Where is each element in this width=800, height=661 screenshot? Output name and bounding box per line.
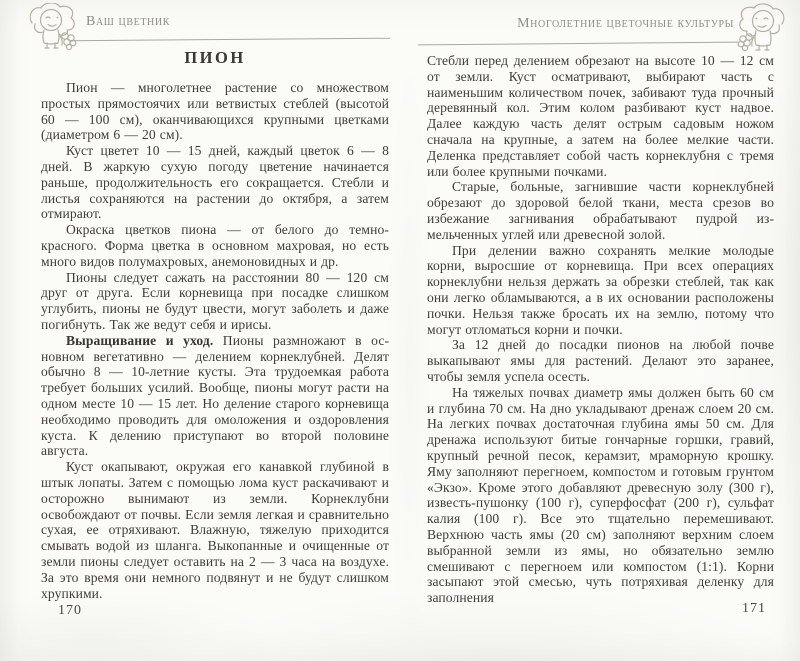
paragraph: За 12 дней до посадки пионов на любой почве выкапывают ямы для растений. Делают это заранее, чтобы земля успела осесть. [427, 337, 774, 384]
paragraph: На тяжелых почвах диаметр ямы должен быть 60 см и глубина 70 см. На дно укладывают дренаж слоем 20 см. На легких почвах достаточная глубина ямы 50 см. Для дренажа используют битые гончарные горшки, гравий, крупный речной песок, керамзит, мраморную крошку. Яму заполняют перегноем, компостом и готовым грунтом «Экзо». Кроме этого добавляют древесную золу (300 г), известь-пушонку (100 г), суперфосфат (200 г), сульфат калия (100 г). Все это тщательно перемешивают. Верхнюю часть ямы (20 см) заполняют верхним слоем выбранной земли из ямы, но обязательно землю смешивают с перегноем или компостом (1:1). Корни засыпают этой смесью, чуть потряхивая деленку для заполнения [427, 384, 774, 606]
paragraph-bold-lead: Выращивание и уход. [66, 332, 214, 348]
left-page-text-column [41, 49, 389, 601]
right-page-text-column [427, 53, 774, 606]
page-number-right: 171 [742, 601, 766, 616]
page-number-left: 170 [58, 603, 82, 618]
header-rule-right [418, 42, 738, 46]
paragraph: Стебли перед делением обрезают на высоте 10 — 12 см от земли. Куст осматривают, выбирают часть с наименьшим количеством почек, забивают туда прочный деревянный кол. Этим колом разбивают куст надвое. Далее каждую часть делят острым садовым ножом сначала на крупные, а затем на более мелкие части. Деленка представляет собой часть корнеклубня с тремя или более крупными почками. [427, 53, 774, 179]
running-head-right: Многолетние цветочные культуры [517, 16, 734, 31]
article-title: ПИОН [184, 48, 246, 67]
paragraph-text: Пионы размножают в основном вегетативно — делением корнеклубней. Делят обычно 8 — 10-летние кусты. Эта трудоемкая работа требует больших усилий. Вообще, пионы могут расти на одном месте 10 — 15 лет. Но деление старого корневища необходимо проводить для омоложения и оздоровления куста. К делению приступают во второй половине августа. [41, 332, 389, 459]
paragraph: Куст цветет 10 — 15 дней, каждый цветок 6 — 8 дней. В жаркую сухую погоду цветение начинается раньше, продолжительность его сокращается. Стебли и листья сохраняются на растении до октября, а затем отмирают. [41, 143, 389, 222]
paragraph: При делении важно сохранять мелкие молодые корни, выросшие от корневища. При всех операциях корнеклубни нельзя держать за обрезки стеблей, так как они легко обламываются, а в их основании расположены почки. Нельзя также бросать их на землю, потому что могут отломаться корни и почки. [427, 242, 774, 337]
paragraph: Старые, больные, загнившие части корнеклубней обрезают до здоровой белой ткани, места срезов во избежание загнивания обрабатывают пудрой измельченных углей или древесной золой. [427, 179, 774, 242]
running-head-left: Ваш цветник [86, 14, 170, 29]
paragraph: Окраска цветков пиона — от белого до темно-красного. Форма цветка в основном махровая, но есть много видов полумахровых, анемоновидных и др. [41, 222, 389, 269]
paragraph: Куст окапывают, окружая его канавкой глубиной в штык лопаты. Затем с помощью лома куст раскачивают и осторожно вынимают из земли. Корнеклубни освобождают от почвы. Если земля легкая и сравнительно сухая, ее отряхивают. Влажную, тяжелую приходится смывать водой из шланга. Выкопанные и очищенные от земли пионы следует оставить на 2 — 3 часа на воздухе. За это время они немного подвянут и не будут слишком хрупкими. [41, 459, 389, 601]
paragraph: Пион — многолетнее растение со множеством простых прямостоячих или ветвистых стеблей (высотой 60 — 100 см), оканчивающихся крупными цветками (диаметром 6 — 20 см). [41, 80, 389, 143]
header-rule-left [70, 38, 390, 42]
paragraph [41, 333, 389, 459]
paragraph: Пионы следует сажать на расстоянии 80 — 120 см друг от друга. Если корневища при посадке слишком углубить, пионы не будут цвести, могут заболеть и даже погибнуть. Так же ведут себя и ирисы. [41, 269, 389, 332]
